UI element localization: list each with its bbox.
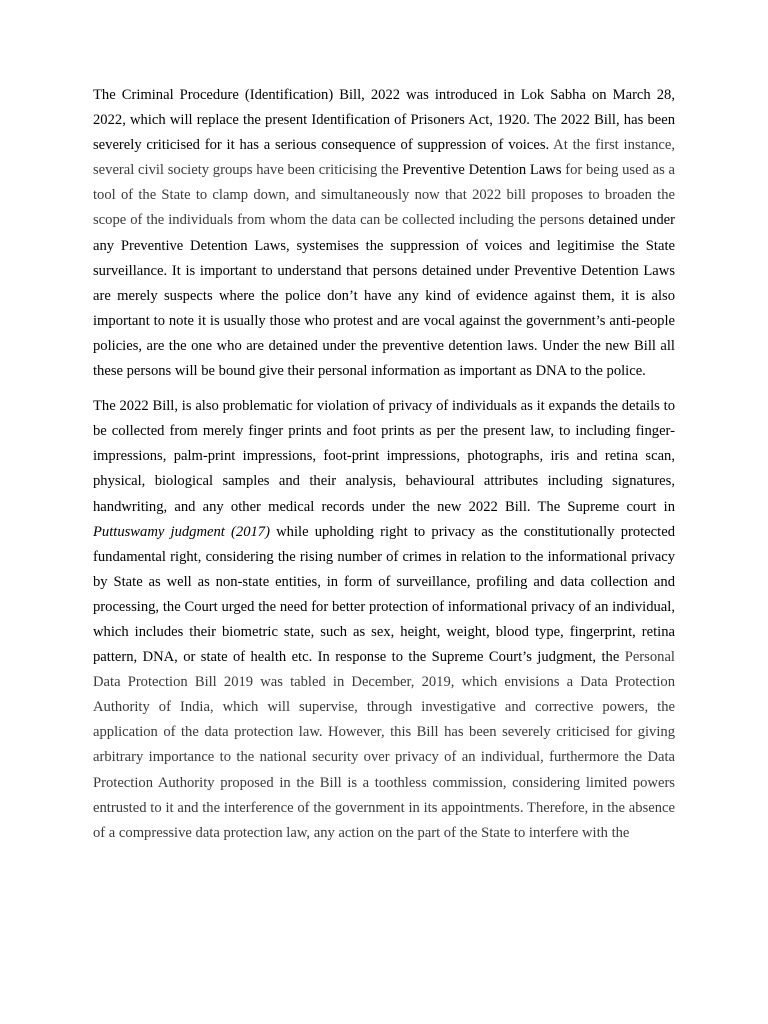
paragraph-1-part-e: detained under any Preventive Detention Laws, systemises the suppression of voices and legitimise the State surveillance. It is important to understand that persons detained under Preventive Detention Laws are merely suspects where the police don’t have any kind of evidence against them, it is also important to note it is usually those who protest and are vocal against the government’s anti-people policies, are the one who are detained under the preventive detention laws. Under the new Bill all these persons will be bound give their personal information as important as DNA to the police.	[93, 212, 675, 380]
paragraph-2-case-citation: Puttuswamy judgment (2017)	[93, 523, 270, 540]
paragraph-1-part-b: At the first instance, several civil society groups have been criticising the	[93, 137, 675, 179]
paragraph-2-part-a: The 2022 Bill, is also problematic for violation of privacy of individuals as it expands the details to be collected from merely finger prints and foot prints as per the present law, to including finger-impressions, palm-print impressions, foot-print impressions, photographs, iris and retina scan, physical, biological samples and their analysis, behavioural attributes including signatures, handwriting, and any other medical records under the new 2022 Bill. The Supreme court in	[93, 398, 675, 515]
paragraph-2-part-c: while upholding right to privacy as the constitutionally protected fundamental right, considering the rising number of crimes in relation to the informational privacy by State as well as non-state entities, in form of surveillance, profiling and data collection and processing, the Court urged the need for better protection of informational privacy of an individual, which includes their biometric state, such as sex, height, weight, blood type, fingerprint, retina pattern, DNA, or state of health etc. In response to the Supreme Court’s judgment, the	[93, 523, 675, 666]
paragraph-1-part-c: Preventive Detention Laws	[402, 162, 562, 179]
paragraph-1-part-d: for being used as a tool of the State to clamp down, and simultaneously now that 2022 bill proposes to broaden the scope of the individuals from whom the data can be collected including the persons	[93, 162, 675, 229]
paragraph-2	[93, 394, 675, 846]
paragraph-1-part-a: The Criminal Procedure (Identification) Bill, 2022 was introduced in Lok Sabha on March 28, 2022, which will replace the present Identification of Prisoners Act, 1920. The 2022 Bill, has been severely criticised for it has a serious consequence of suppression of voices.	[93, 87, 675, 154]
document-page	[93, 83, 675, 856]
paragraph-2-part-d: Personal Data Protection Bill 2019 was tabled in December, 2019, which envisions a Data Protection Authority of India, which will supervise, through investigative and corrective powers, the application of the data protection law. However, this Bill has been severely criticised for giving arbitrary importance to the national security over privacy of an individual, furthermore the Data Protection Authority proposed in the Bill is a toothless commission, considering limited powers entrusted to it and the interference of the government in its appointments. Therefore, in the absence of a compressive data protection law, any action on the part of the State to interfere with the	[93, 649, 675, 841]
paragraph-1	[93, 83, 675, 384]
